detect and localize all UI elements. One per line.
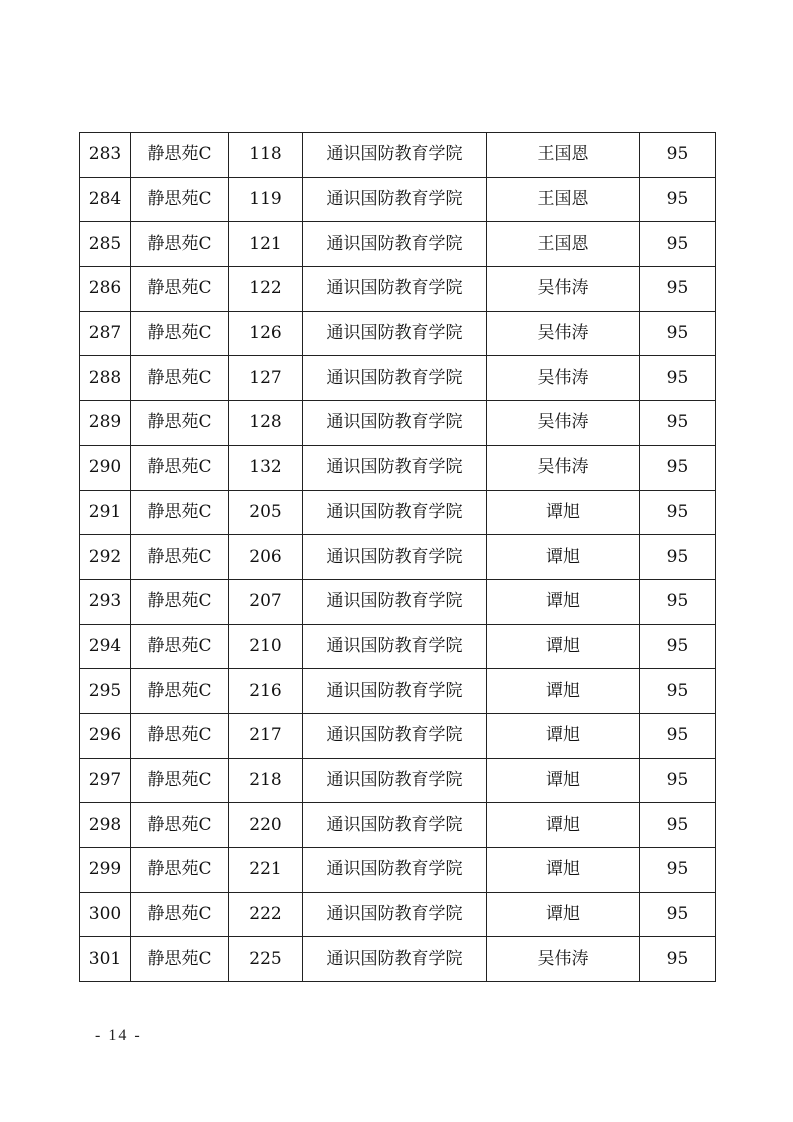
college-cell: 通识国防教育学院 [303,267,487,312]
table-row [80,803,716,848]
college-cell: 通识国防教育学院 [303,848,487,893]
score-cell: 95 [640,579,716,624]
building-cell: 静思苑C [131,311,229,356]
score-cell: 95 [640,713,716,758]
college-cell: 通识国防教育学院 [303,356,487,401]
counselor-cell: 吴伟涛 [487,267,640,312]
score-cell: 95 [640,892,716,937]
room-cell: 119 [229,177,303,222]
counselor-cell: 吴伟涛 [487,401,640,446]
score-cell: 95 [640,624,716,669]
score-cell: 95 [640,535,716,580]
row-number-cell: 287 [80,311,131,356]
college-cell: 通识国防教育学院 [303,892,487,937]
row-number-cell: 297 [80,758,131,803]
building-cell: 静思苑C [131,713,229,758]
room-cell: 216 [229,669,303,714]
college-cell: 通识国防教育学院 [303,624,487,669]
row-number-cell: 291 [80,490,131,535]
table-row [80,222,716,267]
college-cell: 通识国防教育学院 [303,713,487,758]
table-row [80,267,716,312]
college-cell: 通识国防教育学院 [303,177,487,222]
counselor-cell: 王国恩 [487,222,640,267]
row-number-cell: 283 [80,133,131,178]
score-cell: 95 [640,177,716,222]
room-cell: 205 [229,490,303,535]
counselor-cell: 吴伟涛 [487,445,640,490]
row-number-cell: 298 [80,803,131,848]
building-cell: 静思苑C [131,892,229,937]
room-cell: 217 [229,713,303,758]
building-cell: 静思苑C [131,267,229,312]
score-cell: 95 [640,758,716,803]
counselor-cell: 吴伟涛 [487,356,640,401]
building-cell: 静思苑C [131,937,229,982]
counselor-cell: 谭旭 [487,848,640,893]
room-cell: 126 [229,311,303,356]
table-row [80,311,716,356]
college-cell: 通识国防教育学院 [303,490,487,535]
table-row [80,758,716,803]
row-number-cell: 293 [80,579,131,624]
room-cell: 118 [229,133,303,178]
college-cell: 通识国防教育学院 [303,669,487,714]
table-row [80,892,716,937]
row-number-cell: 284 [80,177,131,222]
counselor-cell: 王国恩 [487,133,640,178]
row-number-cell: 300 [80,892,131,937]
room-cell: 222 [229,892,303,937]
table-row [80,579,716,624]
table-row [80,669,716,714]
score-cell: 95 [640,356,716,401]
building-cell: 静思苑C [131,445,229,490]
room-cell: 221 [229,848,303,893]
table-row [80,937,716,982]
table-row [80,445,716,490]
score-cell: 95 [640,133,716,178]
score-cell: 95 [640,267,716,312]
counselor-cell: 谭旭 [487,803,640,848]
room-cell: 127 [229,356,303,401]
building-cell: 静思苑C [131,401,229,446]
table-row [80,133,716,178]
row-number-cell: 301 [80,937,131,982]
room-cell: 218 [229,758,303,803]
score-cell: 95 [640,669,716,714]
building-cell: 静思苑C [131,579,229,624]
row-number-cell: 296 [80,713,131,758]
table-row [80,535,716,580]
counselor-cell: 谭旭 [487,579,640,624]
room-cell: 121 [229,222,303,267]
table-row [80,401,716,446]
counselor-cell: 谭旭 [487,535,640,580]
row-number-cell: 299 [80,848,131,893]
building-cell: 静思苑C [131,803,229,848]
counselor-cell: 谭旭 [487,490,640,535]
building-cell: 静思苑C [131,669,229,714]
room-cell: 210 [229,624,303,669]
counselor-cell: 谭旭 [487,892,640,937]
counselor-cell: 吴伟涛 [487,937,640,982]
room-cell: 128 [229,401,303,446]
table-row [80,177,716,222]
college-cell: 通识国防教育学院 [303,401,487,446]
college-cell: 通识国防教育学院 [303,222,487,267]
table-row [80,624,716,669]
score-cell: 95 [640,803,716,848]
score-cell: 95 [640,401,716,446]
row-number-cell: 294 [80,624,131,669]
row-number-cell: 286 [80,267,131,312]
score-cell: 95 [640,848,716,893]
building-cell: 静思苑C [131,177,229,222]
row-number-cell: 290 [80,445,131,490]
table-row [80,713,716,758]
table-row [80,848,716,893]
building-cell: 静思苑C [131,848,229,893]
room-cell: 207 [229,579,303,624]
college-cell: 通识国防教育学院 [303,445,487,490]
table-row [80,490,716,535]
building-cell: 静思苑C [131,624,229,669]
room-cell: 132 [229,445,303,490]
building-cell: 静思苑C [131,356,229,401]
row-number-cell: 285 [80,222,131,267]
counselor-cell: 谭旭 [487,758,640,803]
building-cell: 静思苑C [131,535,229,580]
building-cell: 静思苑C [131,222,229,267]
counselor-cell: 谭旭 [487,624,640,669]
room-cell: 122 [229,267,303,312]
row-number-cell: 289 [80,401,131,446]
page-number: - 14 - [95,1027,142,1044]
table-body [80,133,716,982]
room-cell: 220 [229,803,303,848]
college-cell: 通识国防教育学院 [303,803,487,848]
college-cell: 通识国防教育学院 [303,535,487,580]
score-cell: 95 [640,311,716,356]
row-number-cell: 288 [80,356,131,401]
score-cell: 95 [640,937,716,982]
dormitory-table [79,132,716,982]
room-cell: 206 [229,535,303,580]
score-cell: 95 [640,222,716,267]
row-number-cell: 292 [80,535,131,580]
score-cell: 95 [640,445,716,490]
counselor-cell: 谭旭 [487,669,640,714]
counselor-cell: 王国恩 [487,177,640,222]
building-cell: 静思苑C [131,133,229,178]
college-cell: 通识国防教育学院 [303,133,487,178]
table-row [80,356,716,401]
counselor-cell: 谭旭 [487,713,640,758]
college-cell: 通识国防教育学院 [303,758,487,803]
building-cell: 静思苑C [131,490,229,535]
counselor-cell: 吴伟涛 [487,311,640,356]
college-cell: 通识国防教育学院 [303,937,487,982]
score-cell: 95 [640,490,716,535]
college-cell: 通识国防教育学院 [303,311,487,356]
college-cell: 通识国防教育学院 [303,579,487,624]
row-number-cell: 295 [80,669,131,714]
building-cell: 静思苑C [131,758,229,803]
room-cell: 225 [229,937,303,982]
